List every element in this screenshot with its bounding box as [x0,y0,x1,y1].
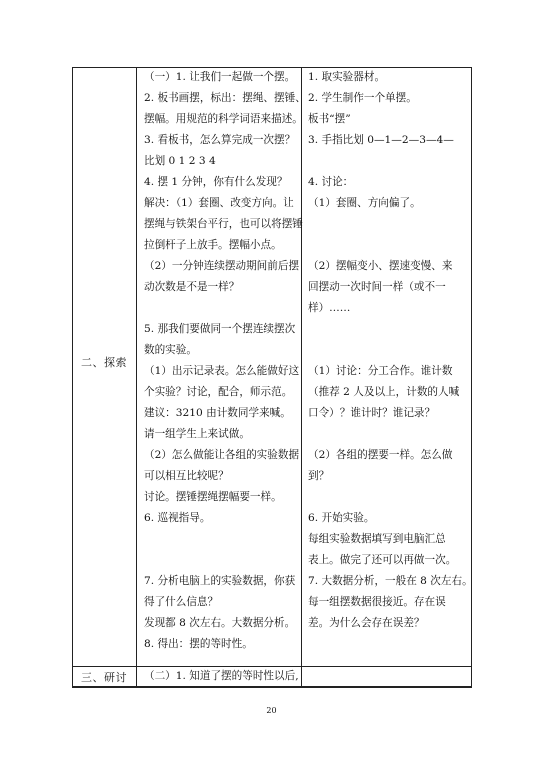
stage-label-discuss: 三、研讨 [81,671,127,684]
text-line: 1. 取实验器材。 [308,71,386,83]
text-line: 每一组摆数据很接近。存在误 [308,596,446,608]
text-line: 请一组学生上来试做。 [144,428,250,440]
text-line: 差。为什么会存在误差？ [308,617,425,629]
text-line: 4. 讨论： [308,176,354,188]
text-line: 回摆动一次时间一样（或不一 [308,281,446,293]
text-line: 可以相互比较呢？ [144,470,229,482]
table-bottom-border [72,687,472,688]
table-row-divider [72,666,472,667]
text-line: 口令）？谁计时？谁记录？ [308,407,436,419]
table-divider-student [301,67,302,687]
stage-label-explore: 二、探索 [81,356,127,369]
table-divider-stage [136,67,137,687]
text-line: 数的实验。 [144,344,197,356]
text-line: （2）一分钟连续摆动期间前后摆 [144,260,300,272]
text-line [308,235,468,256]
text-line: 2. 学生制作一个单摆。 [308,92,417,104]
text-line: 7. 分析电脑上的实验数据，你获 [144,575,296,587]
text-line [144,529,298,550]
text-line: 6. 巡视指导。 [144,512,211,524]
text-line: 比划 0 1 2 3 4 [144,155,216,167]
text-line: 讨论。摆锤摆绳摆幅要一样。 [144,491,282,503]
text-line: 2. 板书画摆，标出：摆绳、摆锤、 [144,92,306,104]
text-line: 表上。做完了还可以再做一次。 [308,554,457,566]
text-line: （推荐 2 人及以上，计数的人喊 [308,386,460,398]
text-line: 解决：（1）套圈、改变方向。让 [144,197,294,209]
text-line: 6. 开始实验。 [308,512,375,524]
text-line: 3. 手指比划 0—1—2—3—4— [308,134,454,146]
text-line [308,214,468,235]
student-activity-column [308,67,473,655]
text-line [308,487,468,508]
text-line: （2）摆幅变小、摆速变慢、来 [308,260,453,272]
text-line: 板书“摆” [308,113,351,125]
text-line: （一）1. 让我们一起做一个摆。 [144,71,296,83]
text-line: （1）出示记录表。怎么能做好这 [144,365,300,377]
text-line [308,424,468,445]
teacher-activity-column [144,67,306,655]
text-line [308,151,468,172]
text-line: 摆绳与铁架台平行，也可以将摆锤 [144,218,303,230]
text-line: 7. 大数据分析，一般在 8 次左右。 [308,575,473,587]
text-line: 发现都 8 次左右。大数据分析。 [144,617,296,629]
text-line [308,634,468,655]
text-line: 3. 看板书，怎么算完成一次摆？ [144,134,296,146]
text-line: （2）怎么做能让各组的实验数据 [144,449,300,461]
text-line: （1）讨论：分工合作。谁计数 [308,365,453,377]
discuss-teacher-text: （二）1. 知道了摆的等时性以后, [144,670,299,682]
text-line [144,298,298,319]
text-line: 5. 那我们要做同一个摆连续摆次 [144,323,296,335]
text-line: （2）各组的摆要一样。怎么做 [308,449,453,461]
text-line: 每组实验数据填写到电脑汇总 [308,533,446,545]
text-line: 个实验？讨论，配合，师示范。 [144,386,293,398]
text-line: 动次数是不是一样？ [144,281,240,293]
page-number: 20 [266,706,277,715]
text-line: 到？ [308,470,330,482]
text-line: 拉倒杆子上放手。摆幅小点。 [144,239,282,251]
text-line: 得了什么信息？ [144,596,219,608]
text-line: （1）套圈、方向偏了。 [308,197,421,209]
text-line: 样）…… [308,302,351,314]
text-line [308,340,468,361]
text-line: 摆幅。用规范的科学词语来描述。 [144,113,303,125]
text-line: 8. 得出：摆的等时性。 [144,638,253,650]
text-line [308,319,468,340]
text-line: 4. 摆 1 分钟，你有什么发现？ [144,176,288,188]
text-line: 建议：3210 由计数同学来喊。 [144,407,291,419]
text-line [144,550,298,571]
